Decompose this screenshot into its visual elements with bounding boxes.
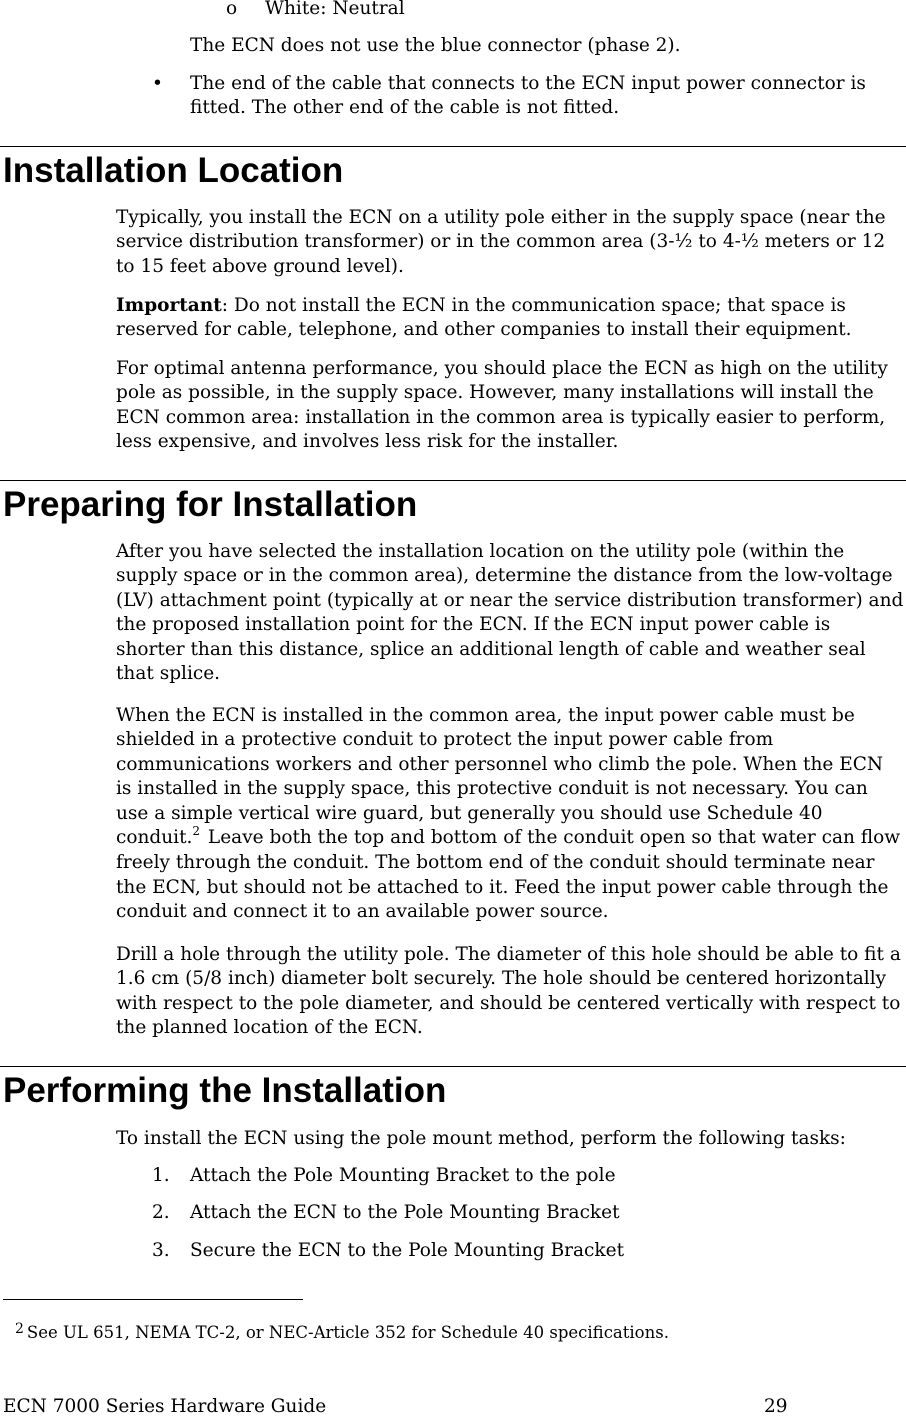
paragraph: After you have selected the installation location on the utility pole (within the supply space or in the common area), determine the distance from the low-voltage (LV) attachment point (typically at or near the service distribution transformer) and the proposed installation point for the ECN. If the ECN input power cable is shorter than this distance, splice an additional length of cable and weather seal that splice. (116, 541, 904, 685)
section-rule (0, 146, 906, 147)
connector-note: The ECN does not use the blue connector (phase 2). (190, 35, 681, 56)
section-rule (0, 480, 906, 481)
footnote (15, 1322, 669, 1345)
footnote-text: See UL 651, NEMA TC-2, or NEC-Article 352 for Schedule 40 specifications. (26, 1323, 669, 1342)
intro-paragraph: To install the ECN using the pole mount method, perform the following tasks: (116, 1128, 846, 1149)
paragraph: Drill a hole through the utility pole. The diameter of this hole should be able to fit a 1.6 cm (5/8 inch) diameter bolt securely. The hole should be centered horizontally with respect to the pole diameter, and should be centered vertically with respect to the planned location of the ECN. (116, 944, 901, 1039)
step-text: Secure the ECN to the Pole Mounting Bracket (190, 1240, 625, 1261)
bullet-marker: • (152, 73, 163, 94)
paragraph-text: When the ECN is installed in the common area, the input power cable must be shielded in a protective conduit to protect the input power cable from communications workers and other personnel who climb the pole. When the ECN is installed in the supply space, this protective conduit is not necessary. You can use a simple vertical wire guard, but generally you should use Schedule 40 conduit. (116, 705, 884, 849)
paragraph (116, 704, 904, 925)
important-label: Important (116, 295, 222, 316)
footer-title: ECN 7000 Series Hardware Guide (3, 1396, 327, 1417)
paragraph-text: Leave both the top and bottom of the conduit open so that water can flow freely through the conduit. The bottom end of the conduit should terminate near the ECN, but should not be attached to it. Feed the input power cable through the conduit and connect it to an available power source. (116, 827, 901, 923)
bullet-text-line1: The end of the cable that connects to the ECN input power connector is (190, 73, 866, 94)
step-text: Attach the Pole Mounting Bracket to the pole (190, 1165, 616, 1186)
paragraph: For optimal antenna performance, you should place the ECN as high on the utility pole as possible, in the supply space. However, many installations will install the ECN common area: installation in the common area is typically easier to perform, less expensive, and involves less risk for the installer. (116, 358, 888, 453)
footnote-reference[interactable]: 2 (192, 824, 201, 839)
sub-bullet-text: White: Neutral (265, 0, 405, 19)
footnote-number: 2 (15, 1321, 24, 1337)
step-number: 1. (152, 1165, 170, 1186)
step-text: Attach the ECN to the Pole Mounting Bracket (190, 1202, 620, 1223)
bullet-text-line2: fitted. The other end of the cable is not fitted. (190, 97, 620, 119)
important-text: : Do not install the ECN in the communication space; that space is reserved for cable, telephone, and other companies to install their equipment. (116, 295, 852, 341)
bullet-text (190, 72, 902, 121)
section-heading: Preparing for Installation (3, 485, 418, 524)
footnote-separator (3, 1299, 303, 1300)
step-number: 2. (152, 1202, 170, 1223)
step-number: 3. (152, 1240, 170, 1261)
section-rule (0, 1066, 906, 1067)
important-paragraph (116, 294, 904, 343)
sub-bullet-marker: o (226, 0, 238, 19)
paragraph: Typically, you install the ECN on a utility pole either in the supply space (near the service distribution transformer) or in the common area (3-½ to 4-½ meters or 12 to 15 feet above ground level). (116, 207, 886, 277)
section-heading: Installation Location (3, 151, 344, 190)
section-heading: Performing the Installation (3, 1071, 447, 1110)
page-number: 29 (764, 1396, 788, 1417)
